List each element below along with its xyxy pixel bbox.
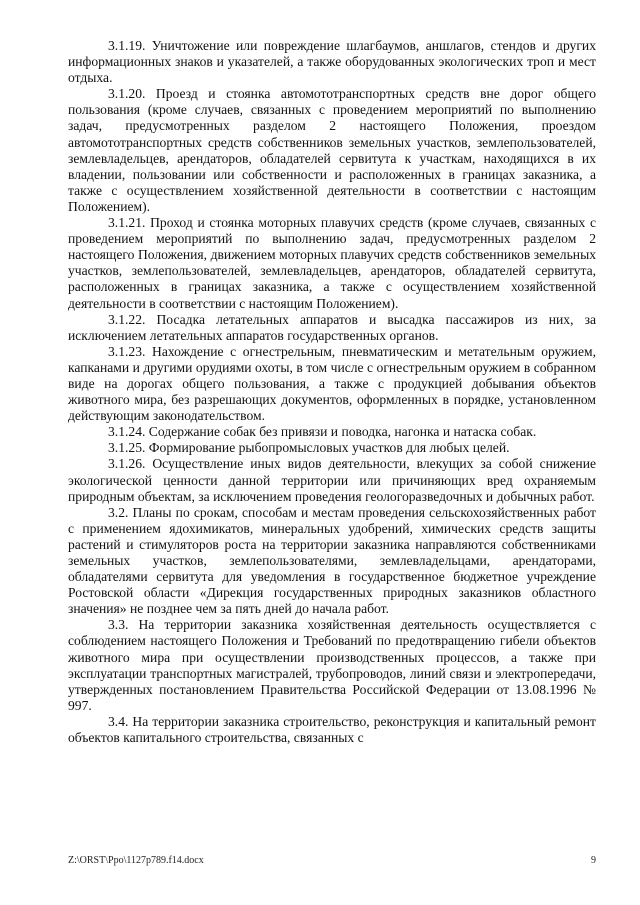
paragraph-3-1-19: 3.1.19. Уничтожение или повреждение шлагбаумов, аншлагов, стендов и других информационных знаков и указателей, а также оборудованных экологических троп и мест отдыха. (68, 38, 596, 86)
paragraph-3-1-25: 3.1.25. Формирование рыбопромысловых участков для любых целей. (108, 440, 510, 456)
paragraph-3-4: 3.4. На территории заказника строительство, реконструкция и капитальный ремонт объектов капитального строительства, связанных с (68, 713, 596, 746)
document-body (68, 38, 596, 746)
page-number: 9 (591, 855, 596, 866)
paragraph-3-1-26: 3.1.26. Осуществление иных видов деятельности, влекущих за собой снижение экологической ценности данной территории или причиняющих вред охраняемым природным объектам, за исключением проведения геологоразведочных и добычных работ. (68, 456, 596, 504)
paragraph-3-1-24: 3.1.24. Содержание собак без привязи и поводка, нагонка и натаска собак. (108, 424, 537, 440)
file-path: Z:\ORST\Ppo\1127p789.f14.docx (68, 855, 204, 866)
paragraph-3-1-20: 3.1.20. Проезд и стоянка автомототранспортных средств вне дорог общего пользования (кроме случаев, связанных с проведением мероприятий по выполнению задач, предусмотренных разделом 2 настоящего Положения, проездом автомототранспортных средств собственников земельных участков, землепользователей, землевладельцев, арендаторов, обладателей сервитута к участкам, находящихся в их владении, пользовании или собственности и расположенных в границах заказника, а также с осуществлением хозяйственной деятельности в соответствии с настоящим Положением). (68, 86, 596, 214)
paragraph-3-1-23: 3.1.23. Нахождение с огнестрельным, пневматическим и метательным оружием, капканами и другими орудиями охоты, в том числе с огнестрельным оружием в собранном виде на дорогах общего пользования, а также с продукцией добывания объектов животного мира, без разрешающих документов, оформленных в порядке, установленном действующим законодательством. (68, 343, 596, 424)
paragraph-3-1-21: 3.1.21. Проход и стоянка моторных плавучих средств (кроме случаев, связанных с проведением мероприятий по выполнению задач, предусмотренных разделом 2 настоящего Положения, движением моторных плавучих средств собственников земельных участков, землепользователей, землевладельцев, арендаторов, обладателей сервитута, расположенных в границах заказника, а также с осуществлением хозяйственной деятельности в соответствии с настоящим Положением). (68, 215, 596, 311)
paragraph-3-3: 3.3. На территории заказника хозяйственная деятельность осуществляется с соблюдением настоящего Положения и Требований по предотвращению гибели объектов животного мира при осуществлении производственных процессов, а также при эксплуатации транспортных магистралей, трубопроводов, линий связи и электропередачи, утвержденных постановлением Правительства Российской Федерации от 13.08.1996 № 997. (68, 617, 596, 713)
paragraph-3-2: 3.2. Планы по срокам, способам и местам проведения сельскохозяйственных работ с применением ядохимикатов, минеральных удобрений, химических средств защиты растений и стимуляторов роста на территории заказника направляются собственниками земельных участков, землепользователями, землевладельцами, арендаторами, обладателями сервитута для уведомления в государственное бюджетное учреждение Ростовской области «Дирекция государственных природных заказников областного значения» не позднее чем за пять дней до начала работ. (68, 504, 596, 617)
paragraph-3-1-22: 3.1.22. Посадка летательных аппаратов и высадка пассажиров из них, за исключением летательных аппаратов государственных органов. (68, 311, 596, 343)
